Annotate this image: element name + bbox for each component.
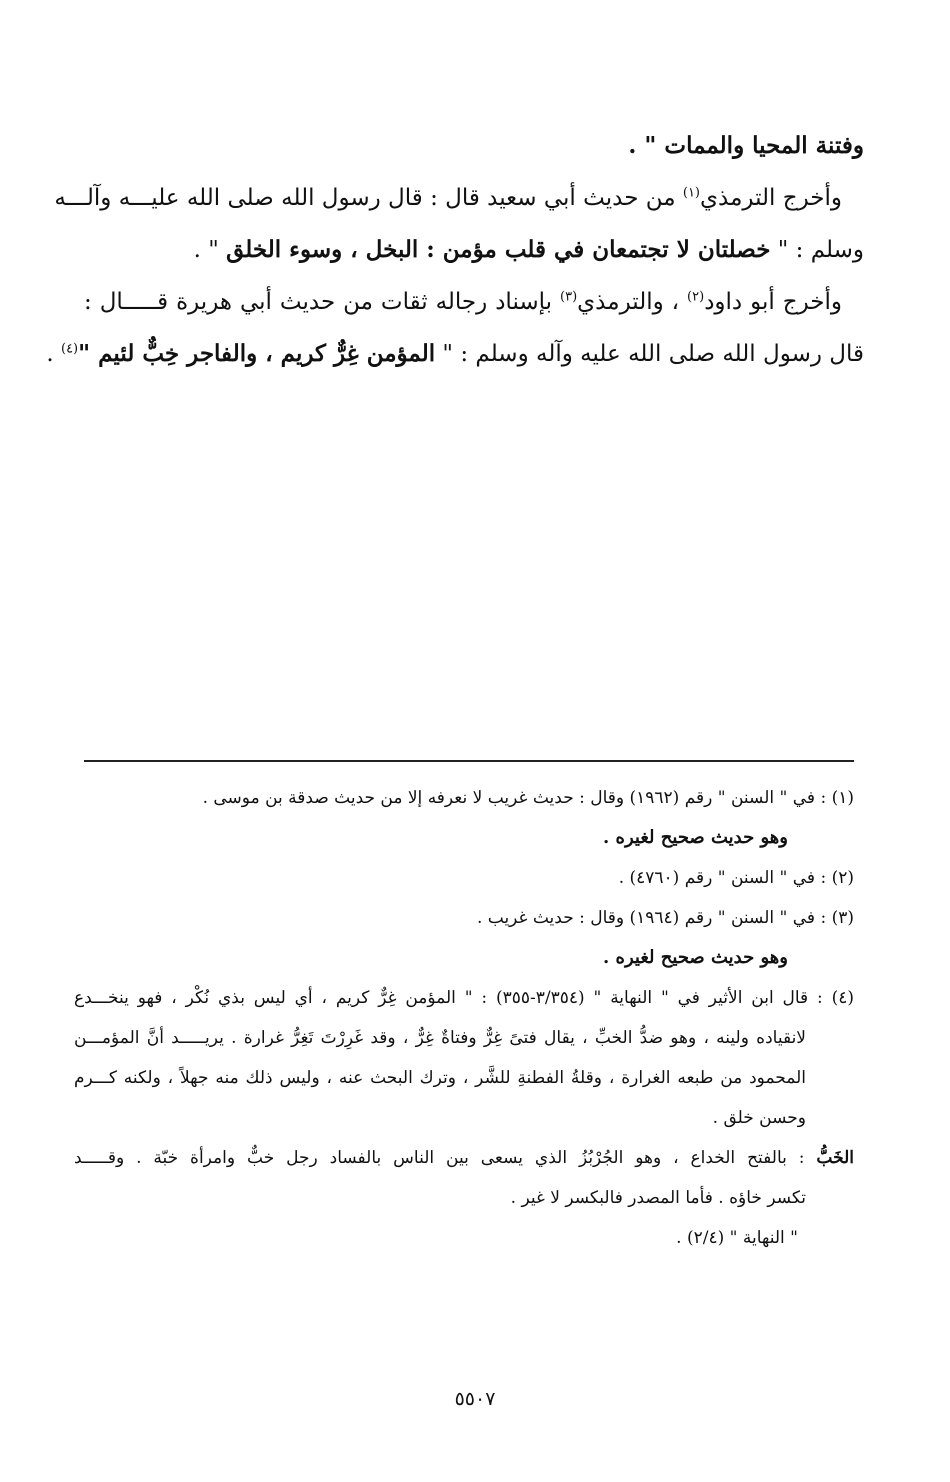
main-line-4-text-a: وأخرج أبو داود	[704, 289, 843, 315]
footnotes	[74, 778, 854, 1258]
footnote-4-line-5	[74, 1138, 854, 1178]
main-line-5	[46, 328, 864, 380]
footnote-ref-3[interactable]: (٣)	[560, 289, 578, 305]
main-line-1	[84, 120, 864, 172]
footnote-separator	[84, 760, 854, 762]
footnote-4-line-7: " النهاية " (٢/٤) .	[676, 1228, 798, 1248]
main-line-3-text-a: وسلم : "	[770, 237, 864, 263]
footnote-ref-4[interactable]: (٤)	[60, 341, 79, 357]
main-line-2-text-a: وأخرج الترمذي	[700, 185, 842, 211]
footnote-ref-2[interactable]: (٢)	[687, 289, 705, 305]
main-line-2	[54, 172, 864, 224]
footnote-ref-1[interactable]: (١)	[682, 185, 700, 201]
main-line-2-text-b: من حديث أبي سعيد قال : قال رسول الله صلى الله عليـــه وآلـــه	[54, 185, 683, 211]
footnote-4-line-2: لانقياده ولينه ، وهو ضدُّ الخبِّ ، يقال فتىً غِرٌّ وفتاةٌ غِرٌّ ، وقد غَرِرْتَ تَغِرُّ غرارة . يريـــــد أنَّ المؤمـــن	[74, 1028, 806, 1048]
footnote-4-line-1: (٤) : قال ابن الأثير في " النهاية " (٣/٣٥٤-٣٥٥) : " المؤمن غِرٌّ كريم ، أي ليس بذي نُكْر ، فهو ينخـــدع	[74, 988, 855, 1008]
main-line-3	[84, 224, 864, 276]
footnote-4-line-4: وحسن خلق .	[712, 1108, 806, 1128]
footnote-1: (١) : في " السنن " رقم (١٩٦٢) وقال : حديث غريب لا نعرفه إلا من حديث صدقة بن موسى .	[202, 788, 854, 808]
main-line-5-text-a: قال رسول الله صلى الله عليه وآله وسلم : "	[435, 341, 864, 367]
main-line-4-text-b: ، والترمذي	[577, 289, 688, 315]
footnote-4-line-3: المحمود من طبعه الغرارة ، وقلةُ الفطنةِ للشَّر ، وترك البحث عنه ، وليس ذلك منه جهلاً ، ولكنه كـــرم	[74, 1068, 806, 1088]
footnote-2: (٢) : في " السنن " رقم (٤٧٦٠) .	[618, 868, 854, 888]
main-line-1-text: وفتنة المحيا والممات " .	[628, 132, 864, 159]
main-line-5-quote: "	[78, 340, 99, 367]
definition-text: : بالفتح الخداع ، وهو الجُرْبُزُ الذي يسعى بين الناس بالفساد رجل خبٌّ وامرأة خبّة . وقـــــد	[74, 1148, 817, 1168]
main-line-4	[84, 276, 864, 328]
main-text	[46, 120, 864, 380]
definition-term: الخَبُّ	[816, 1148, 854, 1168]
footnote-3-grade: وهو حديث صحيح لغيره .	[603, 947, 788, 968]
main-line-5-text-d: .	[46, 341, 61, 367]
page-number: ٥٥٠٧	[454, 1388, 496, 1410]
main-line-3-text-c: " .	[193, 237, 227, 263]
hadith-text-1: خصلتان لا تجتمعان في قلب مؤمن : البخل ، وسوء الخلق	[226, 236, 771, 263]
main-line-4-text-c: بإسناد رجاله ثقات من حديث أبي هريرة قـــــال :	[84, 289, 561, 315]
footnote-1-grade: وهو حديث صحيح لغيره .	[603, 827, 788, 848]
footnote-3: (٣) : في " السنن " رقم (١٩٦٤) وقال : حديث غريب .	[476, 908, 854, 928]
footnote-4-line-6: تكسر خاؤه . فأما المصدر فالبكسر لا غير .	[510, 1188, 806, 1208]
hadith-text-2: المؤمن غِرٌّ كريم ، والفاجر خِبٌّ لئيم	[98, 340, 436, 367]
